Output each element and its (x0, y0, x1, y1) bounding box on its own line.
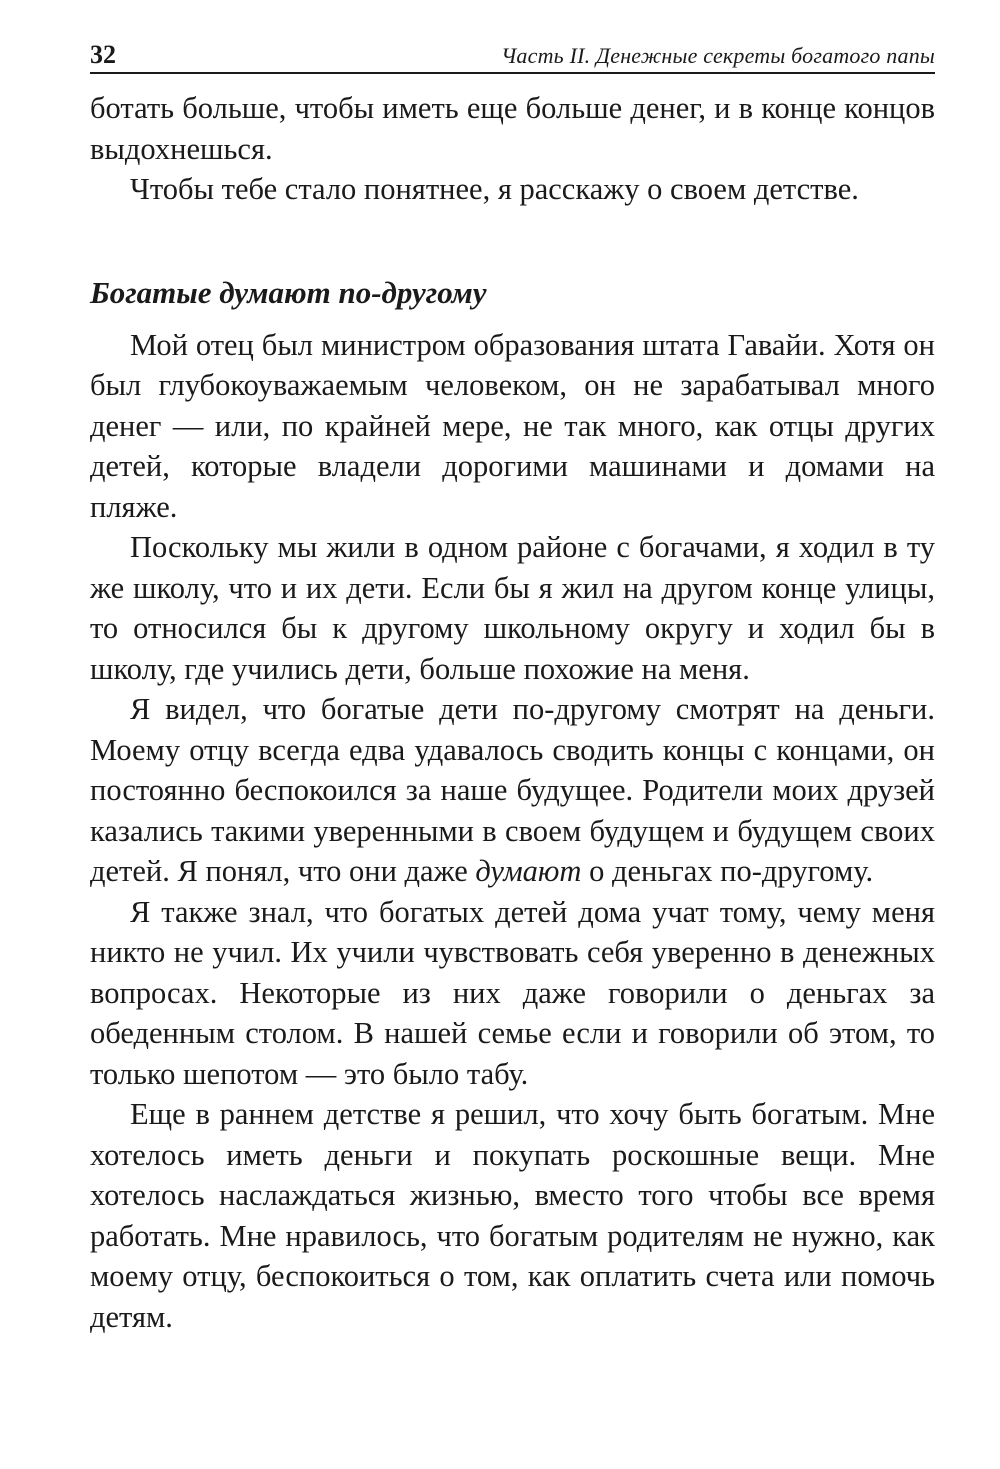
body-text (90, 88, 935, 1337)
emphasis-thinks: думают (475, 854, 582, 888)
section-paragraph-5: Еще в раннем детстве я решил, что хочу быть богатым. Мне хотелось иметь деньги и покупать роскошные вещи. Мне хотелось наслаждаться жизнью, вместо того чтобы все время работать. Мне нравилось, что богатым родителям не нужно, как моему отцу, беспокоиться о том, как оплатить счета или помочь детям. (90, 1097, 935, 1334)
page-number: 32 (90, 40, 116, 69)
section-paragraph-4: Я также знал, что богатых детей дома учат тому, чему меня никто не учил. Их учили чувствовать себя уверенно в денежных вопросах. Некоторые из них даже говорили о деньгах за обеденным столом. В нашей семье если и говорили об этом, то только шепотом — это было табу. (90, 894, 935, 1091)
section-paragraph-3 (90, 689, 935, 892)
paragraph-3-text-end: о деньгах по-другому. (581, 854, 874, 888)
book-page (90, 38, 935, 1337)
intro-paragraph-1: ботать больше, чтобы иметь еще больше денег, и в конце концов выдохнешься. (90, 91, 935, 166)
running-title: Часть II. Денежные секреты богатого папы (501, 43, 935, 68)
section-paragraph-1: Мой отец был министром образования штата Гавайи. Хотя он был глубокоуважаемым человеком, он не зарабатывал много денег — или, по крайней мере, не так много, как отцы других детей, которые владели дорогими машинами и домами на пляже. (90, 327, 935, 524)
paragraph-3-text-start: Я видел, что богатые дети по-другому смотрят на деньги. Моему отцу всегда едва удавалось сводить концы с концами, он постоянно беспокоился за наше будущее. Родители моих друзей казались такими уверенными в своем будущем и будущем своих детей. Я понял, что они даже (90, 692, 935, 888)
section-paragraph-2: Поскольку мы жили в одном районе с богачами, я ходил в ту же школу, что и их дети. Если бы я жил на другом конце улицы, то относился бы к другому школьному округу и ходил бы в школу, где учились дети, больше похожие на меня. (90, 530, 935, 686)
running-head (90, 38, 935, 74)
intro-paragraph-2: Чтобы тебе стало понятнее, я расскажу о своем детстве. (130, 172, 859, 206)
section-heading: Богатые думают по-другому (90, 274, 487, 310)
